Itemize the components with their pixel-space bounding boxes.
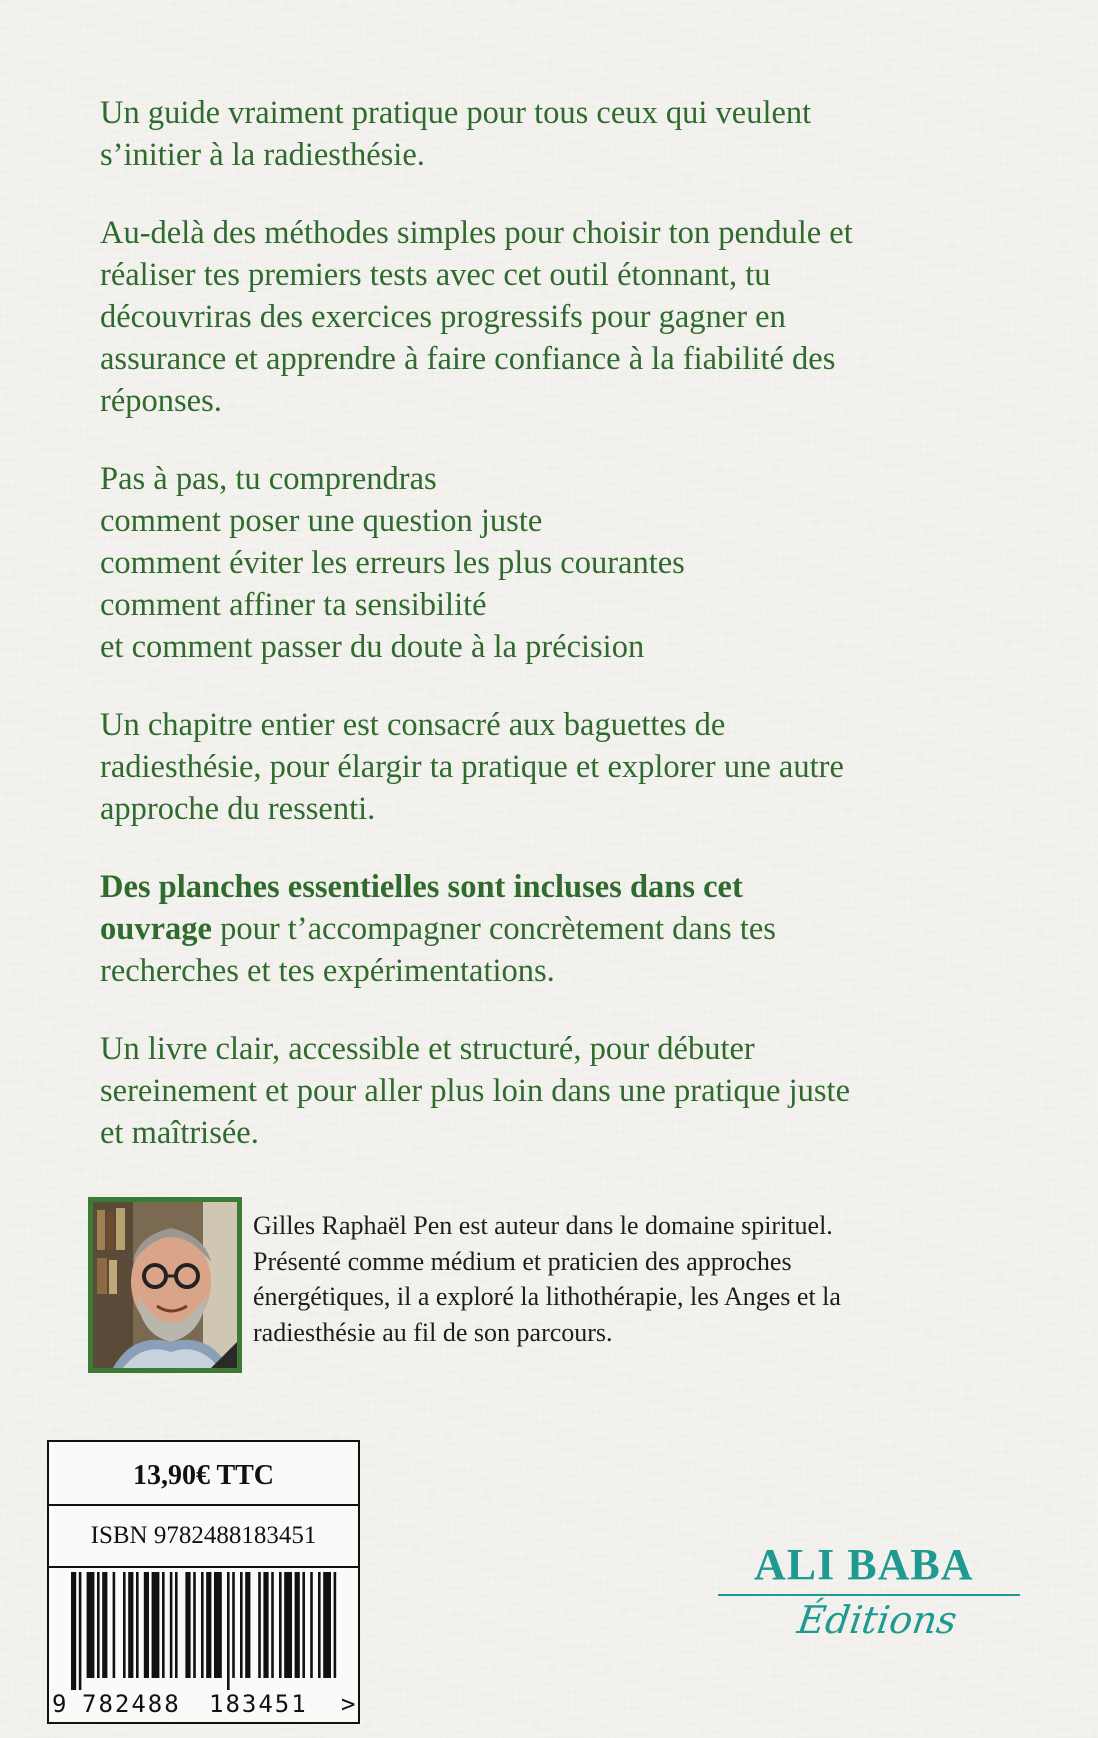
bold-highlight-1: Des planches essentielles sont incluses dans cet xyxy=(100,869,743,905)
publisher-divider xyxy=(718,1594,1020,1596)
barcode-bars xyxy=(71,1572,336,1690)
publisher-logo xyxy=(718,1540,1020,1660)
price-label: 13,90€ TTC xyxy=(132,1460,275,1491)
blurb-paragraph-5: Des planches essentielles sont incluses dans cet ouvrage pour t’accompagner concrètement dans tes recherches et tes expérimentations. xyxy=(100,869,776,989)
bold-highlight-2: ouvrage xyxy=(100,911,212,947)
barcode-icon xyxy=(49,1570,358,1722)
blurb-paragraph-4: Un chapitre entier est consacré aux baguettes de radiesthésie, pour élargir ta pratique et explorer une autre approche du ressenti. xyxy=(100,707,844,827)
blurb-paragraph-6: Un livre clair, accessible et structuré, pour débuter sereinement et pour aller plus loin dans une pratique juste et maîtrisée. xyxy=(100,1031,850,1151)
publisher-subtitle: Éditions xyxy=(794,1598,960,1642)
blurb-paragraph-2: Au-delà des méthodes simples pour choisir ton pendule et réaliser tes premiers tests avec cet outil étonnant, tu découvriras des exercices progressifs pour gagner en assurance et apprendre à faire confiance à la fiabilité des réponses. xyxy=(100,215,853,419)
barcode-digit-lead: 9 xyxy=(52,1690,67,1718)
author-portrait-icon xyxy=(93,1202,237,1368)
publisher-name: ALI BABA xyxy=(754,1540,974,1589)
author-photo xyxy=(88,1197,242,1373)
blurb-paragraph-3: Pas à pas, tu comprendras comment poser une question juste comment éviter les erreurs les plus courantes comment affiner ta sensibilité et comment passer du doute à la précision xyxy=(100,461,685,665)
isbn-label: ISBN 9782488183451 xyxy=(49,1504,358,1568)
barcode-quiet-mark: > xyxy=(341,1690,356,1718)
barcode-digits-right: 183451 xyxy=(209,1690,308,1718)
barcode-box xyxy=(47,1440,360,1724)
author-bio: Gilles Raphaël Pen est auteur dans le domaine spirituel. Présenté comme médium et praticien des approches énergétiques, il a exploré la lithothérapie, les Anges et la radiesthésie au fil de son parcours. xyxy=(253,1211,841,1347)
blurb-paragraph-1: Un guide vraiment pratique pour tous ceux qui veulent s’initier à la radiesthésie. xyxy=(100,95,812,173)
book-blurb xyxy=(100,92,1020,1190)
barcode-digits-left: 782488 xyxy=(82,1690,181,1718)
